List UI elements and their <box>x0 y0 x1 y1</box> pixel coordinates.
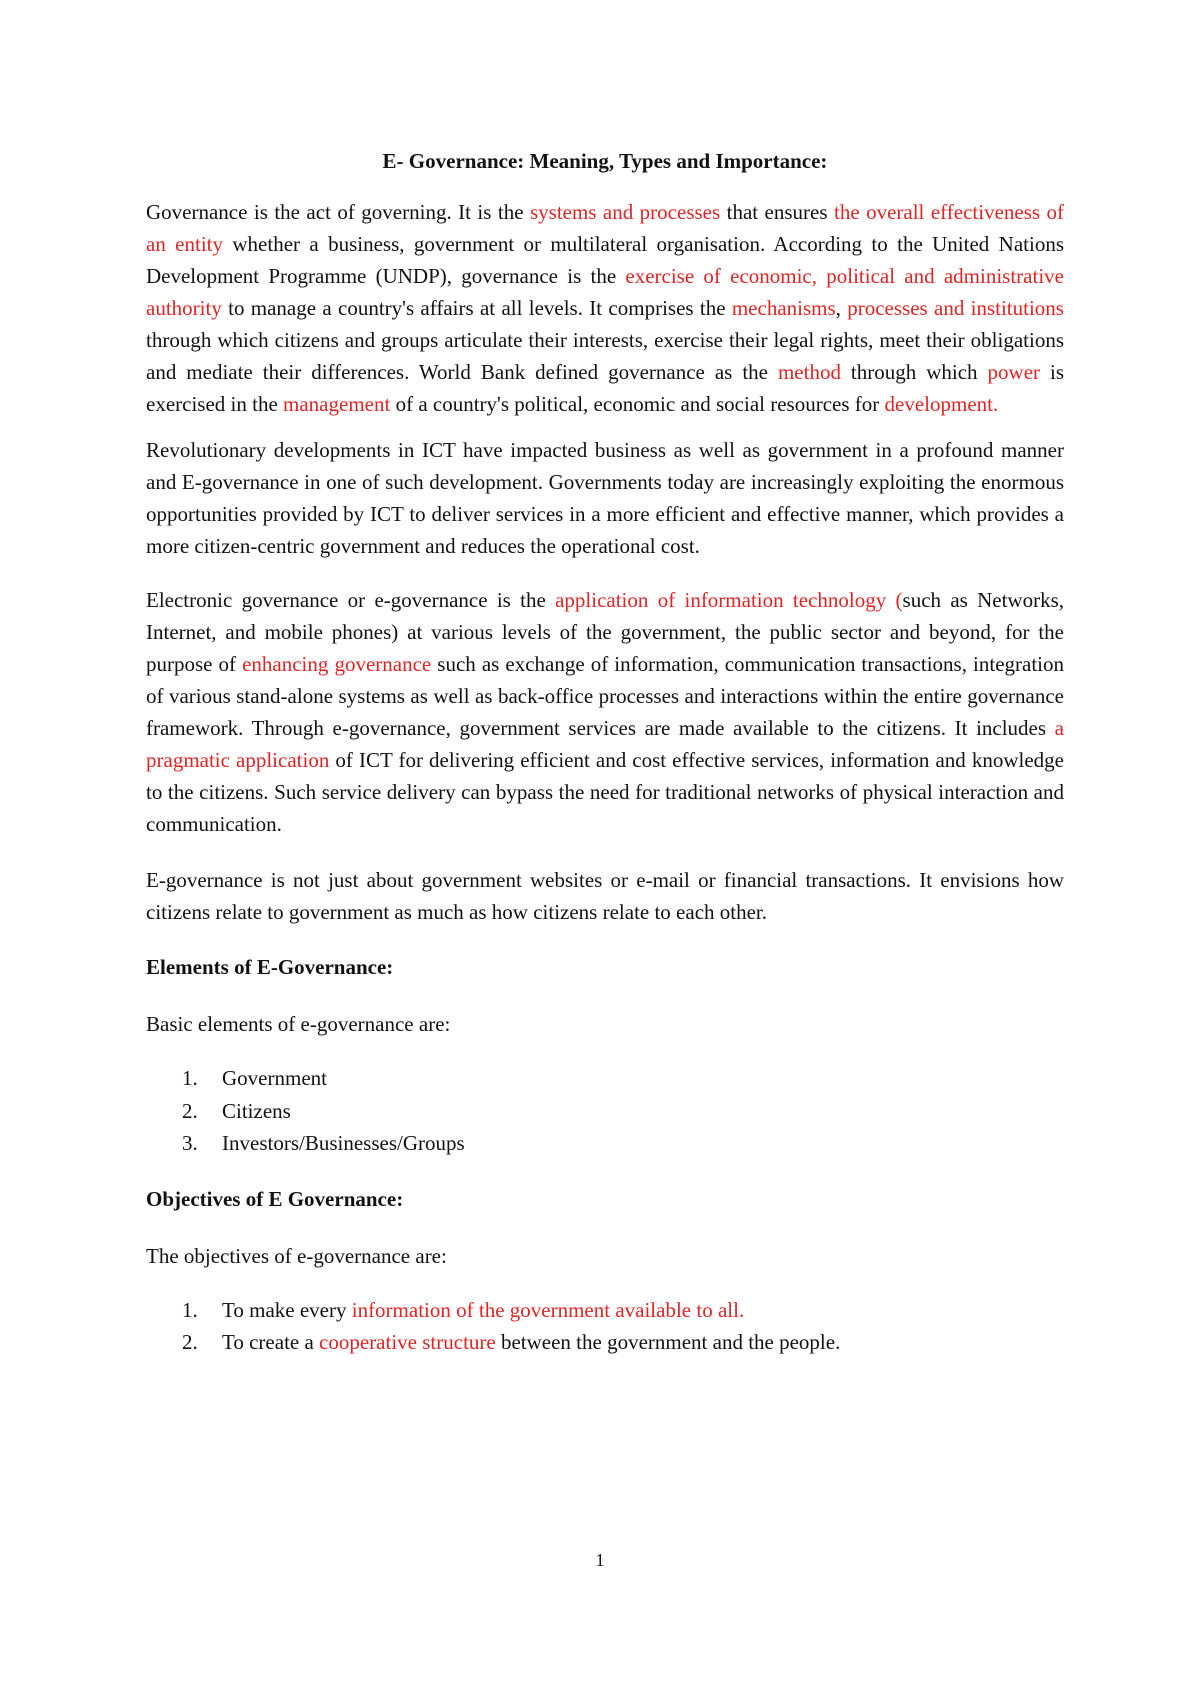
paragraph-governance-definition <box>146 196 1064 420</box>
list-item <box>146 1062 1064 1095</box>
page-number: 1 <box>595 1550 605 1570</box>
elements-intro: Basic elements of e-governance are: <box>146 1012 451 1036</box>
body-text: of a country's political, economic and social resources for <box>390 392 885 416</box>
highlighted-text: processes and institutions <box>847 296 1064 320</box>
body-text: to manage a country's affairs at all levels. It comprises the <box>221 296 732 320</box>
objectives-intro: The objectives of e-governance are: <box>146 1243 447 1268</box>
paragraph-electronic-governance <box>146 584 1064 840</box>
elements-heading: Elements of E-Governance: <box>146 955 394 979</box>
highlighted-text: exercise of economic, political and administrative authority <box>146 264 1064 320</box>
highlighted-text: application of information technology ( <box>555 588 903 612</box>
body-text: through which <box>840 360 988 384</box>
highlighted-text: power <box>987 360 1041 384</box>
list-text <box>222 1326 840 1359</box>
body-text: is exercised in the <box>146 360 1064 416</box>
body-text: such as exchange of information, communication transactions, integration of various stand-alone systems as well as back-office processes and interactions within the entire governance framework. Through e-governance, government services are made available to the citizens. It includes <box>146 652 1064 740</box>
highlighted-text: method <box>777 360 841 384</box>
body-text: To make every <box>222 1297 352 1322</box>
list-text: Investors/Businesses/Groups <box>222 1131 465 1155</box>
body-text: between the government and the people. <box>495 1330 841 1354</box>
highlighted-text: a pragmatic application <box>146 716 1064 772</box>
list-number: 3. <box>182 1131 198 1155</box>
list-item <box>146 1326 1064 1359</box>
list-item <box>146 1127 1064 1160</box>
body-text: Governance is the act of governing. It is the <box>146 200 530 224</box>
list-number: 2. <box>182 1098 198 1123</box>
list-text: Citizens <box>222 1098 291 1123</box>
body-text: such as Networks, Internet, and mobile phones) at various levels of the government, the public sector and beyond, for the purpose of <box>146 588 1065 676</box>
highlighted-text: enhancing governance <box>242 652 432 676</box>
list-item <box>146 1095 1064 1128</box>
highlighted-text: the overall effectiveness of an entity <box>146 200 1064 256</box>
body-text: through which citizens and groups articulate their interests, exercise their legal rights, meet their obligations and mediate their differences. World Bank defined governance as the <box>146 328 1064 384</box>
document-title: E- Governance: Meaning, Types and Importance: <box>382 149 828 173</box>
list-item <box>146 1294 1064 1327</box>
highlighted-text: mechanisms <box>731 296 836 320</box>
document-body <box>146 146 1064 1359</box>
list-text: Government <box>222 1066 327 1090</box>
objectives-heading: Objectives of E Governance: <box>146 1186 404 1211</box>
highlighted-text: development. <box>884 392 999 416</box>
body-text: whether a business, government or multilateral organisation. According to the United Nations Development Programme (UNDP), governance is the <box>146 232 1064 288</box>
list-number: 1. <box>182 1066 198 1090</box>
paragraph-ict-developments: Revolutionary developments in ICT have impacted business as well as government in a profound manner and E-governance in one of such development. Governments today are increasingly exploiting the enormous opportunities provided by ICT to deliver services in a more efficient and effective manner, which provides a more citizen-centric government and reduces the operational cost. <box>146 438 1064 558</box>
list-text <box>222 1294 744 1327</box>
list-number: 2. <box>182 1330 198 1354</box>
body-text: Electronic governance or e-governance is the <box>146 588 556 612</box>
body-text: To create a <box>222 1330 320 1354</box>
body-text: , <box>835 296 848 320</box>
list-number: 1. <box>182 1297 198 1322</box>
highlighted-text: management <box>283 392 391 416</box>
paragraph-egov-scope: E-governance is not just about government websites or e-mail or financial transactions. It envisions how citizens relate to government as much as how citizens relate to each other. <box>146 868 1064 924</box>
elements-list <box>146 1062 1064 1160</box>
body-text: of ICT for delivering efficient and cost effective services, information and knowledge to the citizens. Such service delivery can bypass the need for traditional networks of physical interaction and communication. <box>146 748 1064 836</box>
highlighted-text: systems and processes <box>529 200 721 224</box>
highlighted-text: cooperative structure <box>319 1330 496 1354</box>
objectives-list <box>146 1294 1064 1359</box>
highlighted-text: information of the government available to all. <box>351 1297 745 1322</box>
body-text: that ensures <box>720 200 834 224</box>
